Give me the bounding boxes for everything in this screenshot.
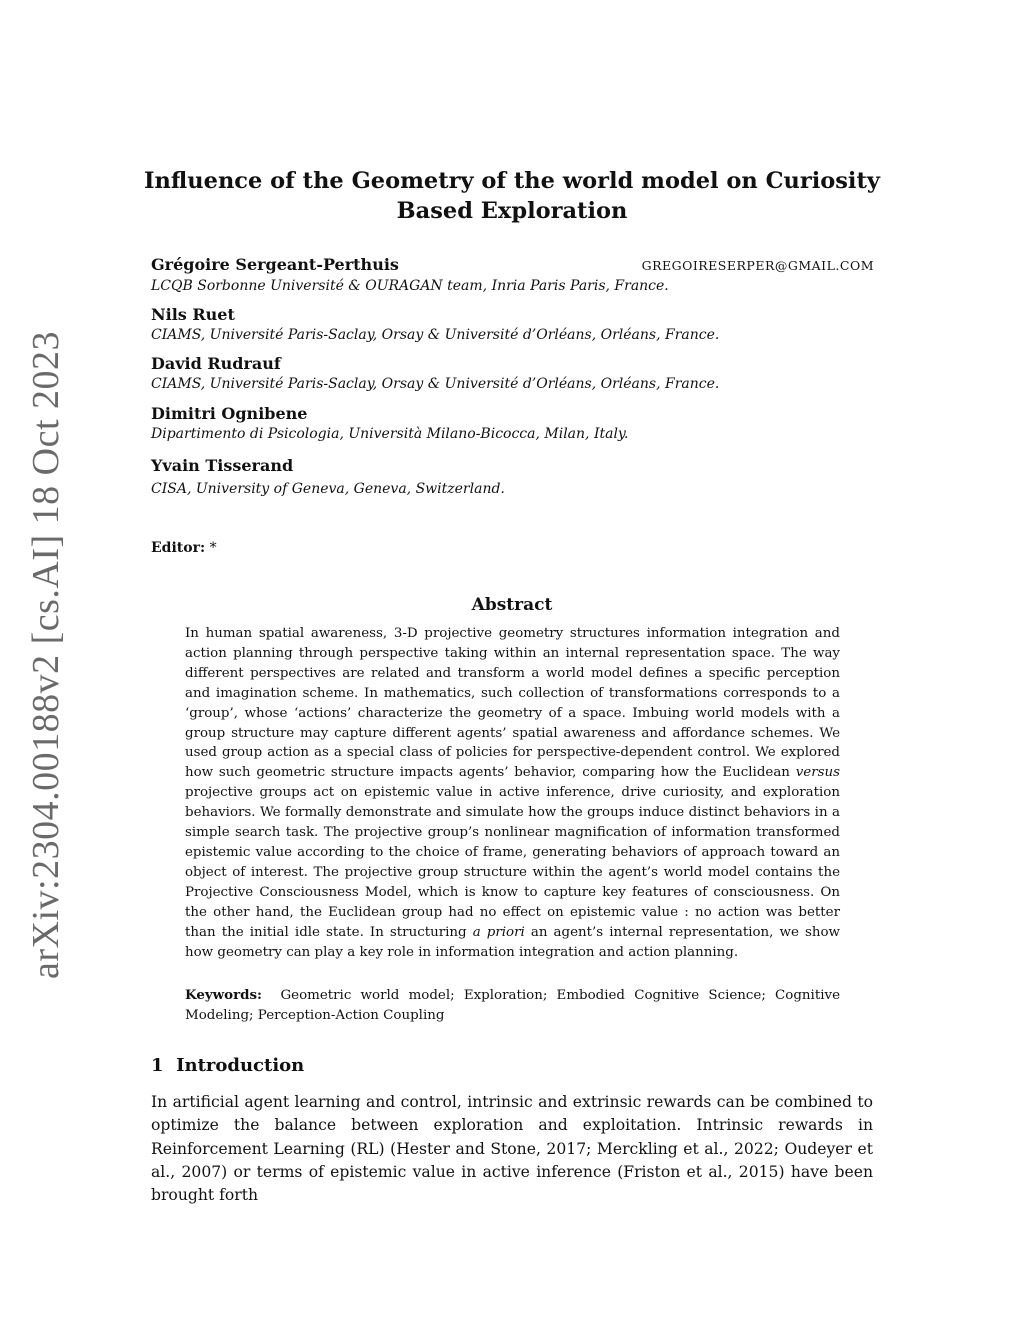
keywords <box>185 986 840 1026</box>
author-name-2: Nils Ruet <box>151 305 235 324</box>
paper-title: Influence of the Geometry of the world model on Curiosity Based Exploration <box>144 168 880 224</box>
abstract-text-part-2: projective groups act on epistemic value in active inference, drive curiosity, and exploration behaviors. We formally demonstrate and simulate how the groups induce distinct behaviors in a simple search task. The projective group’s nonlinear magnification of information transformed epistemic value according to the choice of frame, generating behaviors of approach toward an object of interest. The projective group structure within the agent’s world model contains the Projective Consciousness Model, which is know to capture key features of consciousness. On the other hand, the Euclidean group had no effect on epistemic value : no action was better than the initial idle state. In structuring <box>185 785 840 940</box>
keywords-label: Keywords: <box>185 987 263 1003</box>
author-name-3: David Rudrauf <box>151 354 281 373</box>
abstract-text-part-3: an agent’s internal representation, we show how geometry can play a key role in information integration and action planning. <box>185 924 841 960</box>
arxiv-identifier: arXiv:2304.00188v2 [cs.AI] 18 Oct 2023 <box>25 330 67 980</box>
abstract-heading: Abstract <box>471 595 553 615</box>
section-heading-introduction <box>151 1055 304 1076</box>
section-title: Introduction <box>176 1055 305 1076</box>
author-affiliation-4: Dipartimento di Psicologia, Università Milano-Bicocca, Milan, Italy. <box>151 426 629 442</box>
keywords-text: Geometric world model; Exploration; Embodied Cognitive Science; Cognitive Modeling; Perception-Action Coupling <box>185 988 840 1023</box>
section-number: 1 <box>151 1055 164 1076</box>
author-name-4: Dimitri Ognibene <box>151 404 308 423</box>
editor-line <box>151 540 217 556</box>
introduction-paragraph: In artificial agent learning and control, intrinsic and extrinsic rewards can be combined to optimize the balance between exploration and exploitation. Intrinsic rewards in Reinforcement Learning (RL) (Hester and Stone, 2017; Merckling et al., 2022; Oudeyer et al., 2007) or terms of epistemic value in active inference (Friston et al., 2015) have been brought forth <box>151 1093 873 1205</box>
author-affiliation-1: LCQB Sorbonne Université & OURAGAN team, Inria Paris Paris, France. <box>151 278 669 294</box>
author-name-5: Yvain Tisserand <box>151 456 294 475</box>
author-email: GREGOIRESERPER@GMAIL.COM <box>641 258 874 273</box>
abstract-body <box>185 624 840 962</box>
author-affiliation-2: CIAMS, Université Paris-Saclay, Orsay & Université d’Orléans, Orléans, France. <box>151 327 720 343</box>
abstract-emphasis-a-priori: a priori <box>472 924 525 940</box>
author-name-1: Grégoire Sergeant-Perthuis <box>151 255 399 274</box>
abstract-emphasis-versus: versus <box>795 765 840 781</box>
author-affiliation-5: CISA, University of Geneva, Geneva, Switzerland. <box>151 481 505 497</box>
editor-value: * <box>209 540 217 556</box>
arxiv-identifier-sidebar <box>22 330 70 980</box>
abstract-text-part-1: In human spatial awareness, 3-D projective geometry structures information integration and action planning through perspective taking within an internal representation space. The way different perspectives are related and transform a world model defines a specific perception and imagination scheme. In mathematics, such collection of transformations corresponds to a ‘group’, whose ‘actions’ characterize the geometry of a space. Imbuing world models with a group structure may capture different agents’ spatial awareness and affordance schemes. We used group action as a special class of policies for perspective-dependent control. We explored how such geometric structure impacts agents’ behavior, comparing how the Euclidean <box>185 626 840 781</box>
author-affiliation-3: CIAMS, Université Paris-Saclay, Orsay & Université d’Orléans, Orléans, France. <box>151 376 720 392</box>
editor-label: Editor: <box>151 540 206 556</box>
